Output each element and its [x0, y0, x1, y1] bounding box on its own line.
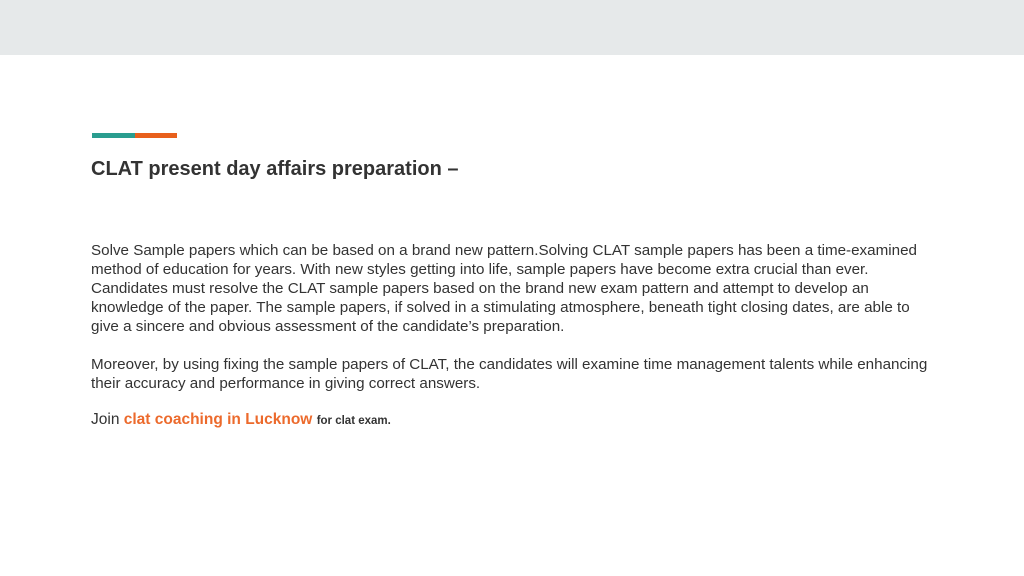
paragraph-sample-papers: Solve Sample papers which can be based on a brand new pattern.Solving CLAT sample papers has been a time-examined method of education for years. With new styles getting into life, sample papers have become extra crucial than ever. Candidates must resolve the CLAT sample papers based on the brand new exam pattern and attempt to develop an knowledge of the paper. The sample papers, if solved in a stimulating atmosphere, beneath tight closing dates, are able to give a sincere and obvious assessment of the candidate’s preparation.	[91, 242, 917, 335]
slide-title: CLAT present day affairs preparation –	[91, 158, 459, 180]
body-text	[91, 241, 931, 412]
accent-bar-orange	[135, 133, 177, 138]
accent-bar	[92, 133, 177, 138]
call-to-action	[91, 411, 391, 429]
accent-bar-teal	[92, 133, 135, 138]
paragraph-time-management: Moreover, by using fixing the sample papers of CLAT, the candidates will examine time management talents while enhancing their accuracy and performance in giving correct answers.	[91, 356, 928, 392]
cta-suffix: for clat exam.	[316, 415, 391, 427]
cta-prefix: Join	[91, 411, 120, 428]
top-band	[0, 0, 1024, 55]
coaching-link[interactable]: clat coaching in Lucknow	[123, 411, 313, 428]
